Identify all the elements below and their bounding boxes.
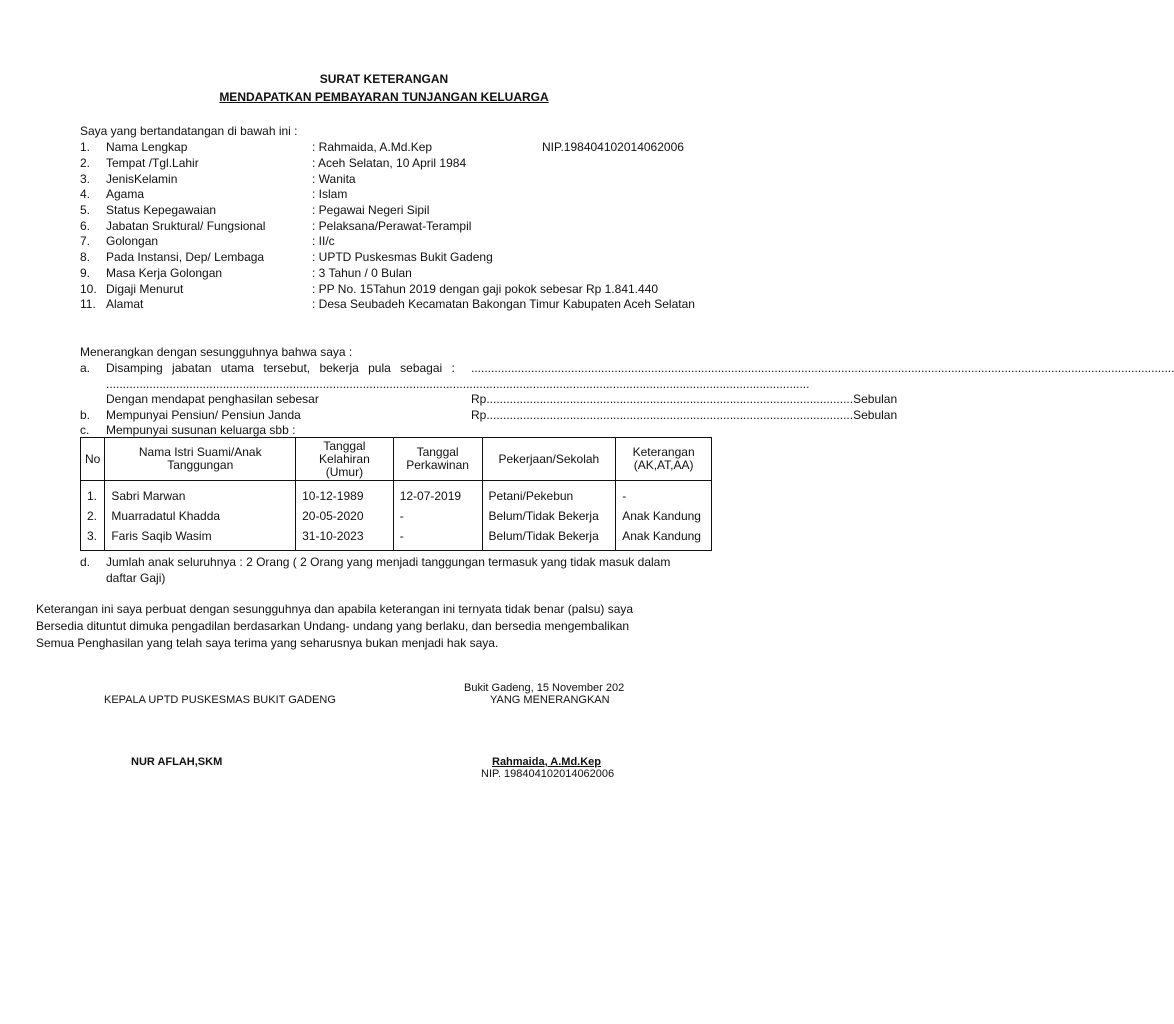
right-signer-nip: NIP. 198404102014062006 <box>481 768 615 780</box>
field-value: : Wanita <box>312 172 356 186</box>
field-number: 5. <box>80 203 91 217</box>
table-row <box>81 526 712 551</box>
field-label: Agama <box>106 187 145 201</box>
field-value: : Islam <box>312 187 348 201</box>
cell-birth: 20-05-2020 <box>296 506 394 526</box>
field-label: Status Kepegawaian <box>106 203 217 217</box>
item-d-continuation <box>0 571 768 587</box>
cell-name: Sabri Marwan <box>105 481 296 507</box>
header-no: No <box>81 438 105 481</box>
field-label: JenisKelamin <box>106 172 178 186</box>
sebulan-label: Sebulan <box>853 392 898 406</box>
item-a-text <box>106 361 472 375</box>
family-label: Mempunyai susunan keluarga sbb : <box>106 423 296 437</box>
cell-marriage: 12-07-2019 <box>393 481 482 507</box>
place-date: Bukit Gadeng, 15 November 202 <box>464 682 625 694</box>
field-value: : Pegawai Negeri Sipil <box>312 203 430 217</box>
pension-label: Mempunyai Pensiun/ Pensiun Janda <box>106 408 301 422</box>
header-birth: Tanggal Kelahiran (Umur) <box>296 438 394 481</box>
right-signer-name: Rahmaida, A.Md.Kep <box>492 756 601 768</box>
rp-label: Rp <box>471 408 487 422</box>
field-label: Alamat <box>106 297 144 311</box>
cell-birth: 10-12-1989 <box>296 481 394 507</box>
item-letter: c. <box>80 423 90 437</box>
dotted-line: ................................................................................................................................................................................................................... <box>471 361 1174 375</box>
header-marriage: Tanggal Perkawinan <box>393 438 482 481</box>
cell-job: Belum/Tidak Bekerja <box>482 506 616 526</box>
cell-marriage: - <box>393 506 482 526</box>
cell-note: Anak Kandung <box>616 506 712 526</box>
cell-no: 1. <box>81 481 105 507</box>
income-amount-line <box>471 392 898 406</box>
cell-job: Belum/Tidak Bekerja <box>482 526 616 551</box>
children-count-text-cont: daftar Gaji) <box>106 571 166 585</box>
header-name: Nama Istri Suami/Anak Tanggungan <box>105 438 296 481</box>
field-number: 9. <box>80 266 91 280</box>
item-a-income <box>0 392 898 408</box>
field-number: 6. <box>80 219 91 233</box>
field-number: 3. <box>80 172 91 186</box>
pension-amount-line <box>471 408 898 422</box>
field-row <box>0 219 768 235</box>
cell-birth: 31-10-2023 <box>296 526 394 551</box>
field-value: : II/c <box>312 234 335 248</box>
field-number: 11. <box>80 297 96 311</box>
field-label: Pada Instansi, Dep/ Lembaga <box>106 250 265 264</box>
field-number: 10. <box>80 282 97 296</box>
family-table <box>80 437 712 551</box>
field-label: Tempat /Tgl.Lahir <box>106 156 199 170</box>
field-row <box>0 250 768 266</box>
field-number: 1. <box>80 140 91 154</box>
table-row <box>81 481 712 507</box>
dotted-line: .............................................................................................................. <box>486 408 854 422</box>
cell-no: 2. <box>81 506 105 526</box>
field-row <box>0 172 768 188</box>
item-b <box>0 408 898 424</box>
field-row <box>0 282 768 298</box>
cell-marriage: - <box>393 526 482 551</box>
cell-name: Muarradatul Khadda <box>105 506 296 526</box>
rp-label: Rp <box>471 392 487 406</box>
field-number: 2. <box>80 156 91 170</box>
cell-note: Anak Kandung <box>616 526 712 551</box>
field-row <box>0 266 768 282</box>
field-number: 4. <box>80 187 91 201</box>
header-note: Keterangan (AK,AT,AA) <box>616 438 712 481</box>
statement-paragraph <box>36 601 736 652</box>
field-label: Digaji Menurut <box>106 282 184 296</box>
statement-line: Semua Penghasilan yang telah saya terima yang seharusnya bukan menjadi hak saya. <box>36 636 499 650</box>
field-value: : 3 Tahun / 0 Bulan <box>312 266 412 280</box>
cell-job: Petani/Pekebun <box>482 481 616 507</box>
field-row <box>0 140 768 156</box>
field-value: : UPTD Puskesmas Bukit Gadeng <box>312 250 493 264</box>
statement-line: Keterangan ini saya perbuat dengan sesungguhnya dan apabila keterangan ini ternyata tidak benar (palsu) saya <box>36 602 634 616</box>
field-row <box>0 203 768 219</box>
document-title: SURAT KETERANGAN <box>319 72 449 86</box>
cell-no: 3. <box>81 526 105 551</box>
children-count-text: Jumlah anak seluruhnya : 2 Orang ( 2 Orang yang menjadi tanggungan termasuk yang tidak masuk dalam <box>106 555 671 569</box>
field-value: : Rahmaida, A.Md.Kep <box>312 140 433 154</box>
dotted-line: .............................................................................................................. <box>486 392 854 406</box>
table-row <box>81 506 712 526</box>
field-number: 7. <box>80 234 91 248</box>
field-number: 8. <box>80 250 91 264</box>
field-value: : Pelaksana/Perawat-Terampil <box>312 219 472 233</box>
field-label: Masa Kerja Golongan <box>106 266 223 280</box>
income-label: Dengan mendapat penghasilan sebesar <box>106 392 319 406</box>
nip-value: NIP.198404102014062006 <box>542 140 684 154</box>
field-value: : Aceh Selatan, 10 April 1984 <box>312 156 467 170</box>
field-row <box>0 156 768 172</box>
field-row <box>0 297 768 313</box>
declare-intro: Menerangkan dengan sesungguhnya bahwa saya : <box>80 345 353 359</box>
intro-text: Saya yang bertandatangan di bawah ini : <box>80 124 298 138</box>
field-value: : PP No. 15Tahun 2019 dengan gaji pokok sebesar Rp 1.841.440 <box>312 282 659 296</box>
left-signer-name: NUR AFLAH,SKM <box>131 756 223 768</box>
table-header-row <box>81 438 712 481</box>
item-letter: a. <box>80 361 91 375</box>
left-signer-role: KEPALA UPTD PUSKESMAS BUKIT GADENG <box>104 694 336 706</box>
sebulan-label: Sebulan <box>853 408 898 422</box>
field-row <box>0 187 768 203</box>
item-a-text-content: Disamping jabatan utama tersebut, bekerja pula sebagai : <box>106 361 455 375</box>
dotted-line: ................................................................................................................................................................................................................... <box>106 377 810 391</box>
cell-note: - <box>616 481 712 507</box>
item-a <box>0 361 1174 377</box>
field-label: Golongan <box>106 234 159 248</box>
field-label: Nama Lengkap <box>106 140 188 154</box>
header-job: Pekerjaan/Sekolah <box>482 438 616 481</box>
cell-name: Faris Saqib Wasim <box>105 526 296 551</box>
item-d <box>0 555 768 571</box>
field-row <box>0 234 768 250</box>
document-subtitle: MENDAPATKAN PEMBAYARAN TUNJANGAN KELUARGA <box>219 90 549 104</box>
field-label: Jabatan Sruktural/ Fungsional <box>106 219 266 233</box>
item-letter: d. <box>80 555 91 569</box>
field-value: : Desa Seubadeh Kecamatan Bakongan Timur Kabupaten Aceh Selatan <box>312 297 695 311</box>
right-signer-role: YANG MENERANGKAN <box>490 694 610 706</box>
item-a-continuation <box>0 377 810 393</box>
item-letter: b. <box>80 408 91 422</box>
statement-line: Bersedia dituntut dimuka pengadilan berdasarkan Undang- undang yang berlaku, dan bersedia mengembalikan <box>36 619 630 633</box>
